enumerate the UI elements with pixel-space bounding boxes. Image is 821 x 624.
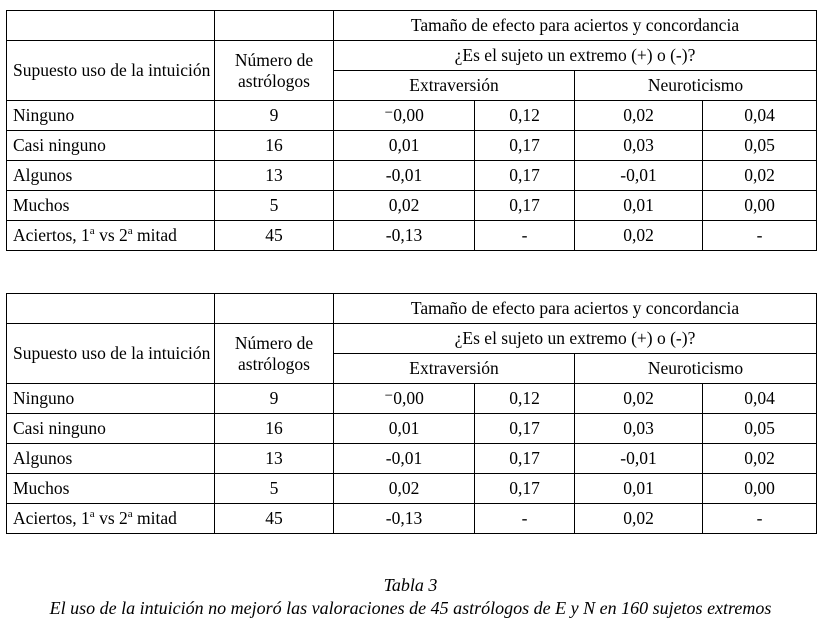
neuroticism-value-1: 0,03 xyxy=(575,131,703,161)
extraversion-value-2: 0,17 xyxy=(475,161,575,191)
neuroticism-value-2: 0,04 xyxy=(703,101,817,131)
astrologer-count-cell: 45 xyxy=(215,504,334,534)
table-row xyxy=(7,221,817,251)
row-label: Muchos xyxy=(7,191,215,221)
neuroticism-value-2: 0,00 xyxy=(703,474,817,504)
extraversion-value-1: 0,02 xyxy=(334,474,475,504)
column-header-intuition-use: Supuesto uso de la intuición xyxy=(7,41,215,101)
extraversion-value-2: 0,17 xyxy=(475,474,575,504)
neuroticism-value-2: - xyxy=(703,221,817,251)
extraversion-value-1: 0,02 xyxy=(334,191,475,221)
astrologer-count-cell: 9 xyxy=(215,101,334,131)
table-row xyxy=(7,414,817,444)
row-label: Algunos xyxy=(7,444,215,474)
extraversion-value-2: - xyxy=(475,504,575,534)
neuroticism-value-1: -0,01 xyxy=(575,161,703,191)
neuroticism-value-1: -0,01 xyxy=(575,444,703,474)
astrologer-count-cell: 5 xyxy=(215,191,334,221)
table-row xyxy=(7,131,817,161)
header-blank-cell xyxy=(215,11,334,41)
column-header-astrologer-count: Número de astrólogos xyxy=(215,41,334,101)
neuroticism-value-1: 0,03 xyxy=(575,414,703,444)
extraversion-value-1: 0,01 xyxy=(334,414,475,444)
neuroticism-value-1: 0,02 xyxy=(575,384,703,414)
table-row xyxy=(7,191,817,221)
extraversion-value-2: 0,12 xyxy=(475,101,575,131)
neuroticism-value-1: 0,02 xyxy=(575,504,703,534)
row-label: Casi ninguno xyxy=(7,131,215,161)
table-row xyxy=(7,504,817,534)
column-header-intuition-use: Supuesto uso de la intuición xyxy=(7,324,215,384)
extraversion-value-2: 0,12 xyxy=(475,384,575,414)
group-header-neuroticism: Neuroticismo xyxy=(575,354,817,384)
data-table-2 xyxy=(6,293,817,534)
extraversion-value-1: ⁻0,00 xyxy=(334,101,475,131)
extraversion-value-2: - xyxy=(475,221,575,251)
astrologer-count-cell: 16 xyxy=(215,414,334,444)
neuroticism-value-2: - xyxy=(703,504,817,534)
extraversion-value-1: -0,13 xyxy=(334,221,475,251)
neuroticism-value-2: 0,00 xyxy=(703,191,817,221)
astrologer-count-cell: 13 xyxy=(215,161,334,191)
astrologer-count-cell: 13 xyxy=(215,444,334,474)
column-header-astrologer-count: Número de astrólogos xyxy=(215,324,334,384)
extraversion-value-1: 0,01 xyxy=(334,131,475,161)
astrologer-count-cell: 45 xyxy=(215,221,334,251)
extraversion-value-2: 0,17 xyxy=(475,444,575,474)
extraversion-value-2: 0,17 xyxy=(475,414,575,444)
header-blank-cell xyxy=(7,11,215,41)
astrologer-count-cell: 5 xyxy=(215,474,334,504)
data-table-1 xyxy=(6,10,817,251)
header-blank-cell xyxy=(7,294,215,324)
row-label: Casi ninguno xyxy=(7,414,215,444)
table-row xyxy=(7,444,817,474)
table-caption-title: Tabla 3 xyxy=(383,575,438,595)
neuroticism-value-2: 0,04 xyxy=(703,384,817,414)
group-header-extraversion: Extraversión xyxy=(334,354,575,384)
header-blank-cell xyxy=(215,294,334,324)
neuroticism-value-2: 0,02 xyxy=(703,444,817,474)
astrologer-count-cell: 16 xyxy=(215,131,334,161)
row-label: Algunos xyxy=(7,161,215,191)
neuroticism-value-2: 0,02 xyxy=(703,161,817,191)
extraversion-value-1: -0,01 xyxy=(334,444,475,474)
neuroticism-value-2: 0,05 xyxy=(703,131,817,161)
neuroticism-value-1: 0,02 xyxy=(575,101,703,131)
row-label: Aciertos, 1$^a$ vs 2$^a$ mitad xyxy=(7,221,215,251)
neuroticism-value-1: 0,02 xyxy=(575,221,703,251)
extraversion-value-1: -0,01 xyxy=(334,161,475,191)
table-row xyxy=(7,384,817,414)
extreme-question-header: ¿Es el sujeto un extremo (+) o (-)? xyxy=(334,324,817,354)
neuroticism-value-1: 0,01 xyxy=(575,474,703,504)
table-caption-text: El uso de la intuición no mejoró las valoraciones de 45 astrólogos de E y N en 160 sujetos extremos xyxy=(49,598,772,618)
table-row xyxy=(7,474,817,504)
row-label: Aciertos, 1$^a$ vs 2$^a$ mitad xyxy=(7,504,215,534)
astrologer-count-cell: 9 xyxy=(215,384,334,414)
row-label: Muchos xyxy=(7,474,215,504)
extraversion-value-2: 0,17 xyxy=(475,131,575,161)
extraversion-value-1: -0,13 xyxy=(334,504,475,534)
extraversion-value-2: 0,17 xyxy=(475,191,575,221)
table-row xyxy=(7,161,817,191)
neuroticism-value-2: 0,05 xyxy=(703,414,817,444)
extreme-question-header: ¿Es el sujeto un extremo (+) o (-)? xyxy=(334,41,817,71)
group-header-neuroticism: Neuroticismo xyxy=(575,71,817,101)
group-header-extraversion: Extraversión xyxy=(334,71,575,101)
extraversion-value-1: ⁻0,00 xyxy=(334,384,475,414)
table-row xyxy=(7,101,817,131)
neuroticism-value-1: 0,01 xyxy=(575,191,703,221)
effect-size-title: Tamaño de efecto para aciertos y concordancia xyxy=(334,294,817,324)
row-label: Ninguno xyxy=(7,101,215,131)
effect-size-title: Tamaño de efecto para aciertos y concordancia xyxy=(334,11,817,41)
row-label: Ninguno xyxy=(7,384,215,414)
